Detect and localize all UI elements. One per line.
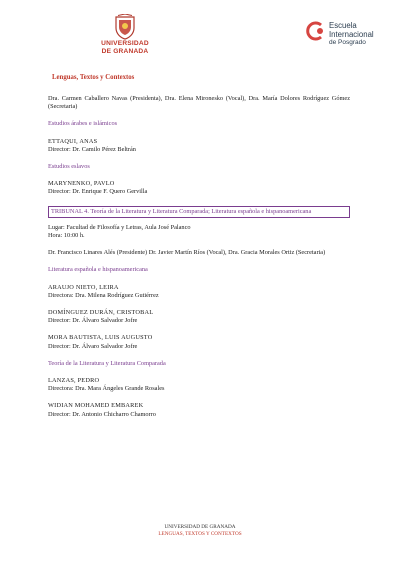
candidate-director: Director: Dr. Camilo Pérez Beltrán [48,145,136,153]
section-heading-spanish-lit: Literatura española e hispanoamericana [48,266,148,274]
candidate-name: MARYNENKO, PAVLO [48,180,115,188]
section-heading-arabic: Estudios árabes e islámicos [48,120,118,128]
candidate-name: ARAUJO NIETO, LEIRA [48,283,119,291]
graduate-school-line1: Escuela [329,21,357,30]
tribunal-place: Lugar: Facultad de Filosofía y Letras, Aula José Palanco [48,223,191,231]
graduate-school-name [329,22,374,48]
university-name-line2: DE GRANADA [101,47,149,55]
university-logo [97,14,153,55]
candidate-director: Directora: Dra. Milena Rodríguez Gutiérrez [48,291,159,299]
tribunal-time: Hora: 10:00 h. [48,232,85,240]
university-seal-icon [113,14,137,40]
candidate-name: ETTAQUI, ANAS [48,137,98,145]
graduate-school-line2: Internacional [329,29,374,39]
footer-program: LENGUAS, TEXTOS Y CONTEXTOS [158,530,242,537]
candidate-name: MORA BAUTISTA, LUIS AUGUSTO [48,334,153,342]
page-footer [0,524,400,537]
university-name [97,40,153,55]
tribunal-title: TRIBUNAL 4. Teoría de la Literatura y Literatura Comparada; Literatura española e hispanoamericana [48,206,350,218]
candidate-name: WIDIAN MOHAMED EMBAREK [48,402,144,410]
university-name-line1: UNIVERSIDAD [101,40,149,47]
candidate-director: Director: Dr. Antonio Chicharro Chamorro [48,410,156,418]
candidate-name: LANZAS, PEDRO [48,377,100,385]
document-content [48,95,350,419]
candidate-name: DOMÍNGUEZ DURÁN, CRISTOBAL [48,309,154,317]
section-heading-literary-theory: Teoría de la Literatura y Literatura Comparada [48,359,166,367]
candidate-director: Director: Dr. Enrique F. Quero Gervilla [48,188,148,196]
section-heading-slavic: Estudios eslavos [48,163,90,171]
committee-members: Dra. Carmen Caballero Navas (Presidenta), Dra. Elena Mironesko (Vocal), Dra. María Dolores Rodríguez Gómez (Secretaria) [48,95,350,111]
candidate-director: Director: Dr. Álvaro Salvador Jofre [48,317,138,325]
graduate-school-logo [305,18,385,54]
candidate-director: Directora: Dra. Mara Ángeles Grande Rosales [48,385,165,393]
candidate-director: Director: Dr. Álvaro Salvador Jofre [48,342,138,350]
footer-university: UNIVERSIDAD DE GRANADA [164,524,236,530]
graduate-school-mark-icon [305,20,327,42]
program-subtitle: Lenguas, Textos y Contextos [52,74,135,81]
graduate-school-line3: de Posgrado [329,39,366,47]
tribunal-members: Dr. Francisco Linares Alés (Presidente) Dr. Javier Martín Ríos (Vocal), Dra. Gracia Morales Ortiz (Secretaria) [48,249,326,257]
